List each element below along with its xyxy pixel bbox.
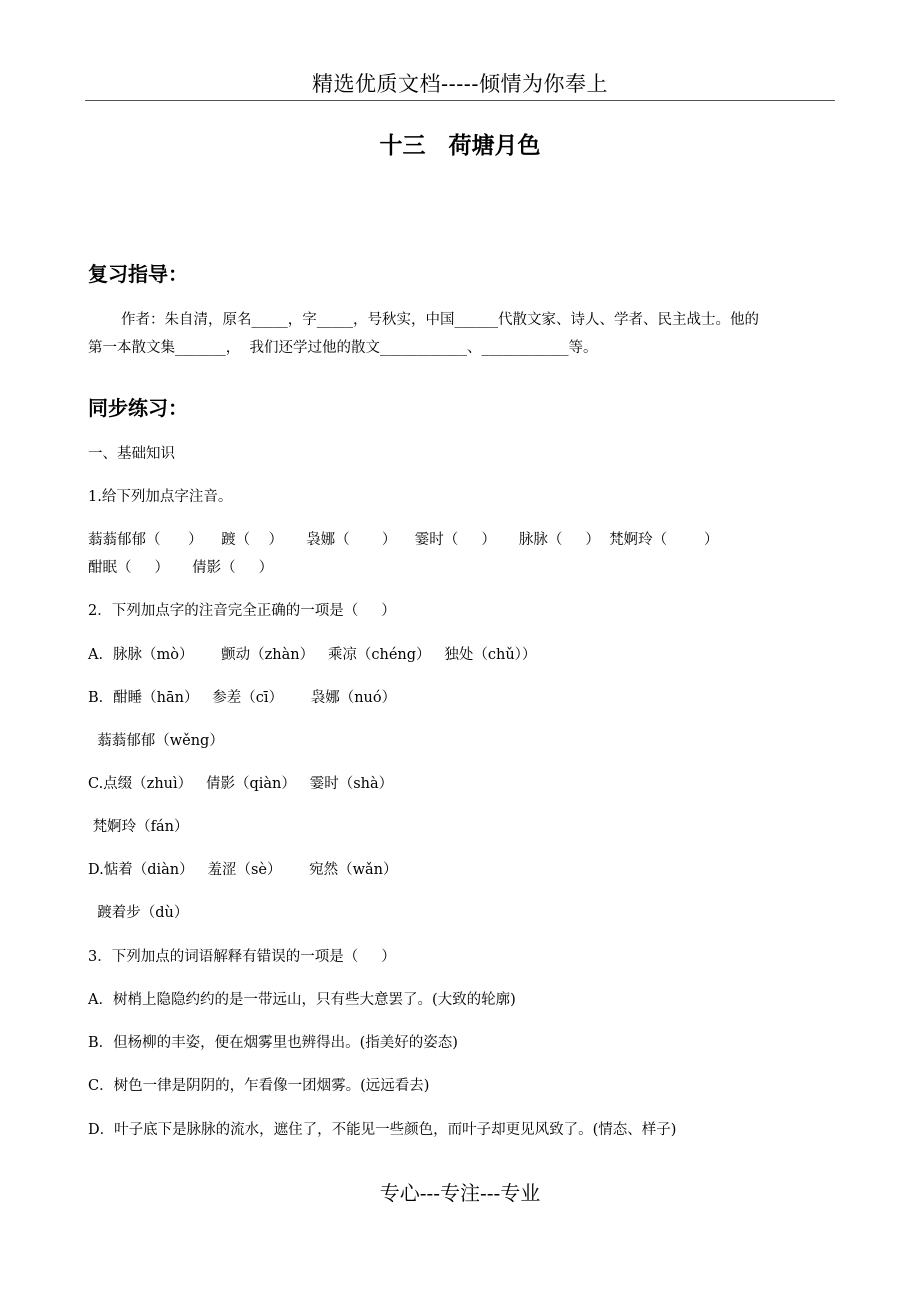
part-one-heading: 一、基础知识 [88,446,175,462]
question-3-option-c: C．树色一律是阴阴的，乍看像一团烟雾。(远远看去) [88,1078,430,1094]
question-3-option-d: D．叶子底下是脉脉的流水，遮住了，不能见一些颜色，而叶子却更见风致了。(情态、样子) [88,1122,677,1138]
author-line-1: 作者：朱自清，原名_____，字_____，号秋实，中国______代散文家、诗人、学者、民主战士。他的 [121,312,759,328]
question-1-stem: 1.给下列加点字注音。 [88,489,233,505]
question-3-stem: 3．下列加点的词语解释有错误的一项是（ ） [88,949,396,965]
question-2-option-b-cont: 蓊蓊郁郁（wěng） [88,733,224,749]
question-2-option-d-cont: 踱着步（dù） [88,905,189,921]
document-title: 十三 荷塘月色 [379,133,541,159]
page-header: 精选优质文档-----倾情为你奉上 [312,72,608,96]
question-1-row-2: 酣眠（ ） 倩影（ ） [88,560,274,576]
author-line-2: 第一本散文集_______， 我们还学过他的散文____________、____________等。 [88,340,598,356]
header-divider [85,100,835,101]
question-1-row-1: 蓊蓊郁郁（ ） 踱（ ） 袅娜（ ） 霎时（ ） 脉脉（ ） 梵婀玲（ ） [88,532,719,548]
question-2-option-c-cont: 梵婀玲（fán） [88,819,189,835]
practice-heading: 同步练习： [88,396,188,420]
review-heading: 复习指导： [88,262,188,286]
question-2-option-d: D.惦着（diàn） 羞涩（sè） 宛然（wǎn） [88,862,398,878]
question-3-option-b: B．但杨柳的丰姿，便在烟雾里也辨得出。(指美好的姿态) [88,1035,458,1051]
page-footer: 专心---专注---专业 [379,1181,541,1205]
question-2-option-c: C.点缀（zhuì） 倩影（qiàn） 霎时（shà） [88,776,394,792]
question-2-stem: 2．下列加点字的注音完全正确的一项是（ ） [88,603,396,619]
question-3-option-a: A．树梢上隐隐约约的是一带远山，只有些大意罢了。(大致的轮廓) [88,992,516,1008]
question-2-option-a: A．脉脉（mò） 颤动（zhàn） 乘凉（chéng） 独处（chǔ）） [88,647,537,663]
question-2-option-b: B．酣睡（hān） 参差（cī） 袅娜（nuó） [88,690,397,706]
